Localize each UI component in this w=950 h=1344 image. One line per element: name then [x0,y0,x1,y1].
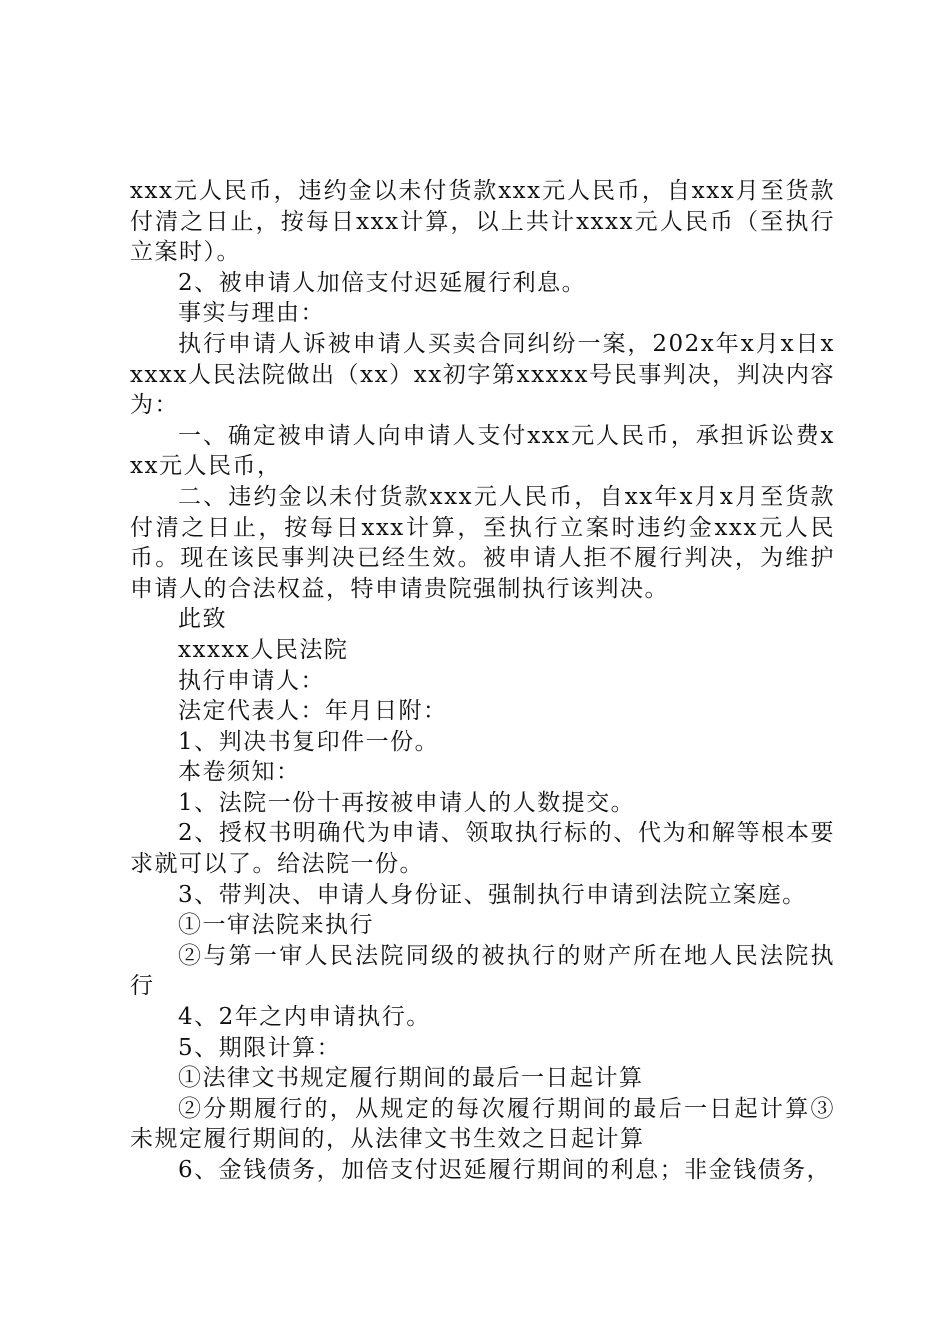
paragraph-note-1: 1、法院一份十再按被申请人的人数提交。 [178,789,636,816]
paragraph-court-name: xxxxx人民法院 [178,636,349,663]
paragraph-salutation: 此致 [178,606,227,633]
paragraph-note-5-sub-2: ②分期履行的，从规定的每次履行期间的最后一日起计算③未规定履行期间的，从法律文书生效之日起计算 [130,1095,835,1153]
paragraph-note-6: 6、金钱债务，加倍支付迟延履行期间的利息；非金钱债务， [178,1157,832,1183]
paragraph-attachment-1: 1、判决书复印件一份。 [178,728,440,755]
paragraph-request-2: 2、被申请人加倍支付迟延履行利息。 [178,269,587,296]
document-body [130,176,835,1186]
paragraph-note-3: 3、带判决、申请人身份证、强制执行申请到法院立案庭。 [178,881,807,908]
paragraph-amount-continuation: xxx元人民币，违约金以未付货款xxx元人民币，自xxx月至货款付清之日止，按每日xxx计算，以上共计xxxx元人民币（至执行立案时）。 [130,178,835,266]
paragraph-facts-intro: 执行申请人诉被申请人买卖合同纠纷一案，202x年x月x日xxxxx人民法院做出（xx）xx初字第xxxxx号民事判决，判决内容为： [130,330,835,419]
paragraph-note-2: 2、授权书明确代为申请、领取执行标的、代为和解等根本要求就可以了。给法院一份。 [130,820,835,878]
paragraph-note-3-sub-2: ②与第一审人民法院同级的被执行的财产所在地人民法院执行 [130,942,835,1000]
paragraph-judgment-item-2: 二、违约金以未付货款xxx元人民币，自xx年x月x月至货款付清之日止，按每日xxx计算，至执行立案时违约金xxx元人民币。现在该民事判决已经生效。被申请人拒不履行判决，为维护申请人的合法权益，特申请贵院强制执行该判决。 [130,483,835,602]
paragraph-note-5: 5、期限计算： [178,1034,342,1061]
paragraph-notes-heading: 本卷须知： [178,759,301,786]
paragraph-note-4: 4、2年之内申请执行。 [178,1004,431,1031]
paragraph-facts-heading: 事实与理由： [178,300,325,327]
paragraph-note-3-sub-1: ①一审法院来执行 [178,912,374,939]
paragraph-legal-representative: 法定代表人：年月日附： [178,698,448,725]
paragraph-applicant-signature: 执行申请人： [178,667,325,694]
paragraph-note-5-sub-1: ①法律文书规定履行期间的最后一日起计算 [178,1065,644,1092]
paragraph-judgment-item-1: 一、确定被申请人向申请人支付xxx元人民币，承担诉讼费xxx元人民币， [130,422,835,480]
